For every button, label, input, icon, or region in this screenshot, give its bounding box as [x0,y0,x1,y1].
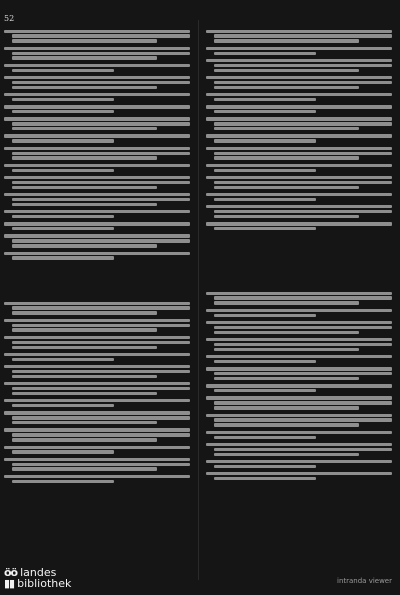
text-line [4,93,190,96]
logo-line-1: landes [20,566,57,579]
text-line [12,480,114,483]
text-line [214,139,316,142]
entry-block [206,472,392,480]
text-line [206,443,392,446]
text-line [4,193,190,196]
entry-block [4,353,190,361]
text-line [214,64,392,67]
text-line [12,416,190,419]
text-line [206,147,392,150]
text-line [214,156,359,159]
text-line [214,423,359,426]
entry-block [206,338,392,351]
text-line [12,450,114,453]
text-line [12,56,157,59]
text-line [12,370,190,373]
text-line [214,326,392,329]
text-line [214,181,392,184]
footer-bar [0,555,400,595]
entry-block [206,105,392,113]
text-line [12,467,157,470]
entry-block [4,399,190,407]
text-line [206,431,392,434]
text-line [12,110,114,113]
text-line [12,346,157,349]
text-line [214,331,359,334]
text-line [12,311,157,314]
entry-block [4,319,190,332]
text-line [12,186,157,189]
text-line [12,122,190,125]
text-line [12,438,157,441]
text-line [12,86,157,89]
text-line [206,105,392,108]
text-line [12,139,114,142]
text-line [214,86,359,89]
entry-block [206,176,392,189]
text-line [4,458,190,461]
text-line [4,210,190,213]
text-line [214,39,359,42]
text-line [214,215,359,218]
entry-block [4,365,190,378]
text-line [214,186,359,189]
text-line [12,69,114,72]
text-line [214,377,359,380]
entry-block [206,292,392,305]
entry-block [206,384,392,392]
text-line [4,365,190,368]
text-line [206,355,392,358]
entry-block [206,205,392,218]
text-line [214,343,392,346]
text-line [12,52,190,55]
text-line [4,399,190,402]
entry-block [4,428,190,441]
text-line [4,47,190,50]
text-line [214,52,316,55]
text-line [4,117,190,120]
text-line [214,210,392,213]
text-line [206,93,392,96]
entry-block [206,30,392,43]
entry-block [206,396,392,409]
text-line [12,328,157,331]
text-line [12,39,157,42]
entry-block [4,147,190,160]
text-line [206,117,392,120]
text-line [12,306,190,309]
text-line [214,477,316,480]
entry-block [4,105,190,113]
text-line [12,156,157,159]
column-right-upper [206,28,392,234]
text-line [4,64,190,67]
column-left-lower [4,300,190,487]
library-logo[interactable]: öö landes ▮▮ bibliothek [4,566,72,590]
entry-block [4,176,190,189]
text-line [12,127,157,130]
text-line [206,205,392,208]
text-line [206,134,392,137]
entry-block [4,336,190,349]
text-line [12,181,190,184]
text-line [206,76,392,79]
entry-block [206,93,392,101]
text-line [4,302,190,305]
text-line [206,193,392,196]
text-line [12,256,114,259]
text-line [214,401,392,404]
text-line [4,252,190,255]
text-line [4,382,190,385]
text-line [4,105,190,108]
entry-block [206,117,392,130]
text-line [4,428,190,431]
page-number: 52 [4,14,15,23]
text-line [214,372,392,375]
text-line [12,463,190,466]
text-line [4,446,190,449]
text-line [4,353,190,356]
entry-block [4,234,190,247]
entry-block [4,411,190,424]
text-line [12,392,157,395]
entry-block [4,458,190,471]
text-line [214,301,359,304]
entry-block [4,193,190,206]
entry-block [206,147,392,160]
text-line [4,234,190,237]
entry-block [206,164,392,172]
entry-block [4,446,190,454]
text-line [214,448,392,451]
text-line [12,169,114,172]
logo-line-2: bibliothek [17,577,72,590]
text-line [214,406,359,409]
entry-block [206,431,392,439]
entry-block [4,30,190,43]
text-line [12,324,190,327]
text-line [206,396,392,399]
text-line [4,134,190,137]
text-line [206,59,392,62]
text-line [214,69,359,72]
text-line [206,309,392,312]
text-line [214,436,316,439]
column-right-lower [206,290,392,484]
entry-block [4,76,190,89]
text-line [214,198,316,201]
text-line [206,460,392,463]
text-line [206,414,392,417]
text-line [206,292,392,295]
text-line [4,164,190,167]
text-line [214,98,316,101]
logo-marks: öö [4,566,18,579]
text-line [12,358,114,361]
text-line [214,227,316,230]
text-line [214,152,392,155]
text-line [12,433,190,436]
text-line [206,176,392,179]
text-line [4,76,190,79]
entry-block [4,210,190,218]
text-line [4,176,190,179]
text-line [4,411,190,414]
entry-block [4,134,190,142]
text-line [4,30,190,33]
text-line [4,336,190,339]
text-line [12,198,190,201]
text-line [214,127,359,130]
text-line [214,314,316,317]
entry-block [4,117,190,130]
column-left-upper [4,28,190,264]
text-line [12,98,114,101]
text-line [12,341,190,344]
text-line [214,389,316,392]
text-line [214,34,392,37]
entry-block [206,355,392,363]
text-line [214,418,392,421]
text-line [4,319,190,322]
text-line [4,222,190,225]
viewer-label: intranda viewer [337,577,392,585]
text-line [214,348,359,351]
entry-block [4,475,190,483]
entry-block [206,414,392,427]
entry-block [206,76,392,89]
text-line [12,387,190,390]
entry-block [4,302,190,315]
entry-block [4,47,190,60]
text-line [206,47,392,50]
text-line [214,453,359,456]
entry-block [206,193,392,201]
text-line [206,338,392,341]
entry-block [206,309,392,317]
text-line [4,475,190,478]
entry-block [4,93,190,101]
text-line [12,34,190,37]
entry-block [206,47,392,55]
text-line [206,164,392,167]
text-line [206,222,392,225]
text-line [12,215,114,218]
entry-block [4,222,190,230]
text-line [206,384,392,387]
text-line [12,375,157,378]
text-line [214,122,392,125]
entry-block [206,134,392,142]
entry-block [206,443,392,456]
text-line [12,421,157,424]
text-line [12,239,190,242]
text-line [214,465,316,468]
entry-block [206,460,392,468]
entry-block [4,252,190,260]
text-line [12,404,114,407]
text-line [12,203,157,206]
text-line [206,321,392,324]
text-line [12,152,190,155]
text-line [12,244,157,247]
text-line [12,227,114,230]
entry-block [206,367,392,380]
text-line [214,81,392,84]
text-line [214,110,316,113]
entry-block [206,59,392,72]
entry-block [206,321,392,334]
text-line [214,296,392,299]
text-line [214,360,316,363]
text-line [214,169,316,172]
text-line [4,147,190,150]
entry-block [4,64,190,72]
text-line [206,367,392,370]
text-line [12,81,190,84]
entry-block [206,222,392,230]
text-line [206,472,392,475]
entry-block [4,164,190,172]
text-line [206,30,392,33]
entry-block [4,382,190,395]
column-gutter [198,20,199,580]
